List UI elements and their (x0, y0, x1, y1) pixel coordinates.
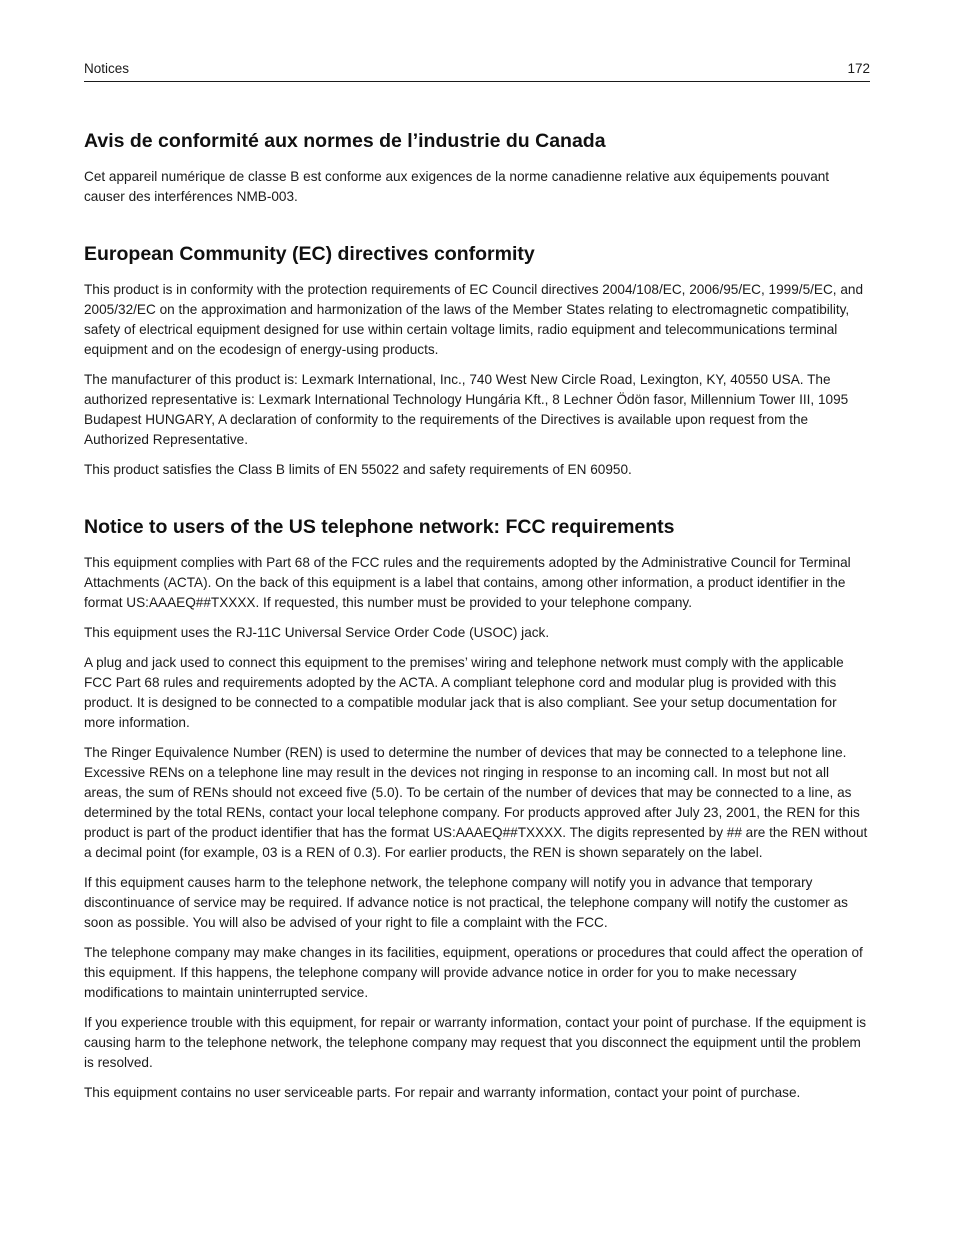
paragraph: If this equipment causes harm to the telephone network, the telephone company will notify you in advance that temporary discontinuance of service may be required. If advance notice is not practical, the telephone company will notify the customer as soon as possible. You will also be advised of your right to file a complaint with the FCC. (84, 875, 848, 930)
paragraph: This equipment uses the RJ-11C Universal Service Order Code (USOC) jack. (84, 625, 550, 640)
section-canada (84, 128, 870, 207)
section-heading: Notice to users of the US telephone network: FCC requirements (84, 516, 675, 538)
header-page-number: 172 (847, 61, 870, 76)
paragraph: The Ringer Equivalence Number (REN) is used to determine the number of devices that may be connected to a telephone line. Excessive RENs on a telephone line may result in the devices not ringing in response to an incoming call. In most but not all areas, the sum of RENs should not exceed five (5.0). To be certain of the number of devices that may be connected to a line, as determined by the total RENs, contact your local telephone company. For products approved after July 23, 2001, the REN for this product is part of the product identifier that has the format US:AAAEQ##TXXXX. The digits represented by ## are the REN without a decimal point (for example, 03 is a REN of 0.3). For earlier products, the REN is shown separately on the label. (84, 745, 868, 860)
section-ec-conformity (84, 241, 870, 480)
running-header (84, 61, 870, 82)
section-heading: Avis de conformité aux normes de l’industrie du Canada (84, 130, 606, 152)
section-heading: European Community (EC) directives conformity (84, 243, 535, 265)
paragraph: This equipment contains no user serviceable parts. For repair and warranty information, contact your point of purchase. (84, 1085, 801, 1100)
paragraph: Cet appareil numérique de classe B est conforme aux exigences de la norme canadienne relative aux équipements pouvant causer des interférences NMB-003. (84, 169, 830, 204)
paragraph: If you experience trouble with this equipment, for repair or warranty information, contact your point of purchase. If the equipment is causing harm to the telephone network, the telephone company may request that you disconnect the equipment until the problem is resolved. (84, 1015, 867, 1070)
paragraph: The telephone company may make changes in its facilities, equipment, operations or procedures that could affect the operation of this equipment. If this happens, the telephone company will provide advance notice in order for you to make necessary modifications to maintain uninterrupted service. (84, 945, 863, 1000)
header-section-name: Notices (84, 61, 130, 76)
paragraph: This product is in conformity with the protection requirements of EC Council directives 2004/108/EC, 2006/95/EC, 1999/5/EC, and 2005/32/EC on the approximation and harmonization of the laws of the Member States relating to electromagnetic compatibility, safety of electrical equipment designed for use within certain voltage limits, radio equipment and telecommunications terminal equipment and on the ecodesign of energy-using products. (84, 282, 864, 357)
page-content (84, 128, 870, 1137)
section-fcc-requirements (84, 514, 870, 1103)
paragraph: This product satisfies the Class B limits of EN 55022 and safety requirements of EN 60950. (84, 462, 632, 477)
paragraph: The manufacturer of this product is: Lexmark International, Inc., 740 West New Circle Road, Lexington, KY, 40550 USA. The authorized representative is: Lexmark International Technology Hungária Kft., 8 Lechner Ödön fasor, Millennium Tower III, 1095 Budapest HUNGARY, A declaration of conformity to the requirements of the Directives is available upon request from the Authorized Representative. (84, 372, 849, 447)
paragraph: This equipment complies with Part 68 of the FCC rules and the requirements adopted by the Administrative Council for Terminal Attachments (ACTA). On the back of this equipment is a label that contains, among other information, a product identifier in the format US:AAAEQ##TXXXX. If requested, this number must be provided to your telephone company. (84, 555, 851, 610)
paragraph: A plug and jack used to connect this equipment to the premises’ wiring and telephone network must comply with the applicable FCC Part 68 rules and requirements adopted by the ACTA. A compliant telephone cord and modular plug is provided with this product. It is designed to be connected to a compatible modular jack that is also compliant. See your setup documentation for more information. (84, 655, 844, 730)
